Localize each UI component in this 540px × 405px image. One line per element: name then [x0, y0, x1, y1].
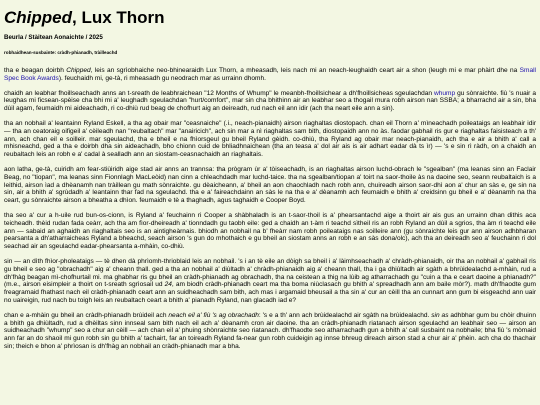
paragraph-1: tha e beagan doirbh Chipped, leis an sgrìobhaiche neo-bhinearaidh Lux Thorn, a mheasadh, leis nach mi an neach-leughaidh ceart air a shon (leugh mi e mar phàirt dhe na Small Spec Book Awards). feuchaidh mi, ge-tà, ri mheasadh gu neodrach mar as urrainn dhomh. — [4, 67, 536, 82]
paragraph-2: chaidh an leabhar fhoillseachadh anns an t-sreath de leabhraichean "12 Months of Whump" le meanbh-fhoillsichear a dh'fhoillsicheas sgeulachdan whump gu sònraichte. fiù 's nuair a leughas mi ficsean-spèise cha bhi mi a' leughadh sgeulachdan "hurt/comfort", mar sin cha bhithinn air an leabhar seo a thogail mura robh airson nan SSBA; a bharrachd air a sin, bha dùil agam, feumaidh mi aideachadh, ri co-dhiù rud beag de chofhurt aig an deireadh, rud nach eil ann idir (ach tha neart eile ann a sin). — [4, 89, 536, 113]
author-name: , Lux Thorn — [72, 8, 165, 27]
small-spec-book-awards-link[interactable]: Small Spec Book Awards — [4, 67, 536, 82]
paragraph-3: tha an nobhail a' leantainn Ryland Eskell, a tha ag obair mar "ceasnaiche" (.i., neach-pianaidh) airson riaghaltas diostopach. chan eil Thorn a' mìneachadh poileataigs an leabhair idir — tha an ceatoraig oifigeil a' cèileadh nan "reubaltach" mar "anairicich", ach sin mar a nì riaghaltas sam bith, diostopaidh ann no às. faodar gabhail ris gur e riaghaltas faisisteach a th' ann, ach chan eil e soilleir. mar sgeulachd, tha e bheil e na fhìorsgeul gu bheil Ryland gèidh. co-dhiù, tha Ryland ag obair mar neach-pianaidh, ach tha e air a bhith a' call a mhisneachd, ged a tha e doirbh dha sin aideachadh, bho chionn cuid de bhliadhnaichean (tha an teasa a' dol air ais is air adhart eadar dà ts ìr) — 's e sin rì ràdh, on a chaidh an reubaltach leis an robh e a' cadal à sealladh ann an siostam-ceasnachaidh an riaghaltais. — [4, 119, 536, 159]
content-warnings: robhaidhean-susbainte: cràdh-phianadh, tràilleachd — [4, 50, 118, 55]
paragraph-4: aon latha, ge-tà, cuiridh am fear-stiùiridh aige stad air anns an trannsa: tha prògram ùr a' tòiseachadh, is an riaghaltas airson luchd-obrach le "sgealban" (ma leanas sinn an Faclair Beag, no "tiopan", ma leanas sinn Fionnlagh MacLeòid) nan cinn a chleachdadh mar luchd-taice. tha na sgealban/tiopan a' toirt na saor-thoile às na daoine seo, seann reubaltaich is a leithid, airson ìad a dhèanamh nan tràillean gu math sònraichte. gu dèaicheann, a' bheil an aon chaochladh nach robh ann, chuireadh airson saor-dhì aon a' chur an sàs e, ge sin na sin, air a bhith a' sgrùdadh a' leantainn thar fad na sgeulachd. tha e a' faireachdainn an sàs le na tha e a' dèanamh ach feumaidh e bhith a' creidsinn gu bheil e a' dèanamh na tha ceart, gu sònraichte airson a bheatha a dhìon. feumaidh e tè a thaghadh, agus taghaidh e Cooper Boyd. — [4, 165, 536, 205]
paragraph-7: chan e a-mhàin gu bheil an cràdh-phianadh brùideil ach neach eil a' fiù 's ag obrachadh: 's e a th' ann ach brùidealachd air sgàth na brùidealachd. sin as adhbhar gum bu chòir dhuinn a bhith ga dhiùltadh, rud a dhèiltas sinn innseal sam bith nach eil ach a' dèanamh cron air daoine. tha an cràdh-phianadh riatanach airson sgeulachd an leabhair seo — airson an suidheachadh "whump" seo a chur an cèill — ach chan eil a' phuing shònraichte seo riatanach. dh'fhaodte seo atharrachadh gun a bhith a' call susbaint na nobhaile; bha fiù 's mòmaid ann far an do shaoil mi gun robh sin gu bhith a' tachairt, far an toireadh Ryland fa-near gun robh cuideigin ag innse bhreug direach airson stad a chur air a' phèin. ach cha do thachair sin; theich e bhon a' phrìosan is dh'fhàg an nobhail an cràdh-phianadh mar a bha. — [4, 311, 537, 350]
page-title — [4, 8, 536, 28]
book-title: Chipped — [4, 8, 72, 27]
whump-link[interactable]: whump — [434, 89, 456, 97]
paragraph-5: tha seo a' cur a h-uile rud bun-os-cionn, is Ryland a' feuchainn ri Cooper a shàbhaladh is an t-saor-thoil is a' phearsantachd aige a thoirt air ais gus an urrainn dhan dithis aca teicheadh. thèid rudan fada ceàrr, ach tha am fìor-dheireadh a' tionndadh gu taobh eile: ged a chaidh an t-àm ri teachd sìtheil ris an robh Ryland an dùil a sgrios, tha àm ri teachd eile ann — sabaid an aghaidh an riaghaltais seo is an aintigheàrnais. bhiodh an nobhail na b' fheàrr nam robh poileataigs nas soilleire ann (gu sònraichte leis gur ann airson adhbharan pearsanta a dh'atharraicheas Ryland a bheachd, seach airson 's gun do mhothaich e gu bheil an siostam anns an robh e an sàs dona/olc), ach tha an deireadh seo a' feuchainn ri dol seachad air an sgeulachd eadar-phearsanta a-mhàin, co-dhiù. — [4, 211, 536, 251]
paragraph-6: sin — an dìth fhìor-pholeataigs — tè dhen dà phrìomh-thrioblaid leis an nobhail. 's i an tè eile an dòigh sa bheil i a' làimhseachadh a' chràdh-phianaidh, oir tha an nobhail a' gabhail ris gu bheil e seo ag "obrachadh" aig a' cheann thall. ged a tha an nobhail a' diùltadh a' chràdh-phianaidh aig a' cheann thall, tha i ga dhiùltadh air sgàth a bhrùidealachd a-mhàin, rud a dh'fhàg beagan mì-chofhurtail mi. ma ghabhar ris gu bheil an cràdh-phianadh ag obrachadh, tha na ceistean a thig na lùib ag atharrachadh gu "cuin a tha e ceart daoine a phianadh?" (m.e., airson eisimpleir a thoirt on t-sreath sgrìosail ud 24, am biodh cràdh-phianadh ceart ma tha boma niùclasach gu bhith a' spreadhadh ann am baile mòr?). math dh'fhaodte gum freagramaid fhathast nach eil cràdh-phianadh ceart ann an suidheachadh sam bith, ach mas i argamaid bheusail a tha sin a' cur an cèill tha an cunnart ann gum bi eisgeachd ann uair no uaireigin, rud nach bu toigh leis an reubaltach ceart a bhith a' pianadh Ryland, nan glacadh iad e? — [4, 257, 537, 304]
metadata-line: Beurla / Stàitean Aonaichte / 2025 — [4, 34, 103, 41]
